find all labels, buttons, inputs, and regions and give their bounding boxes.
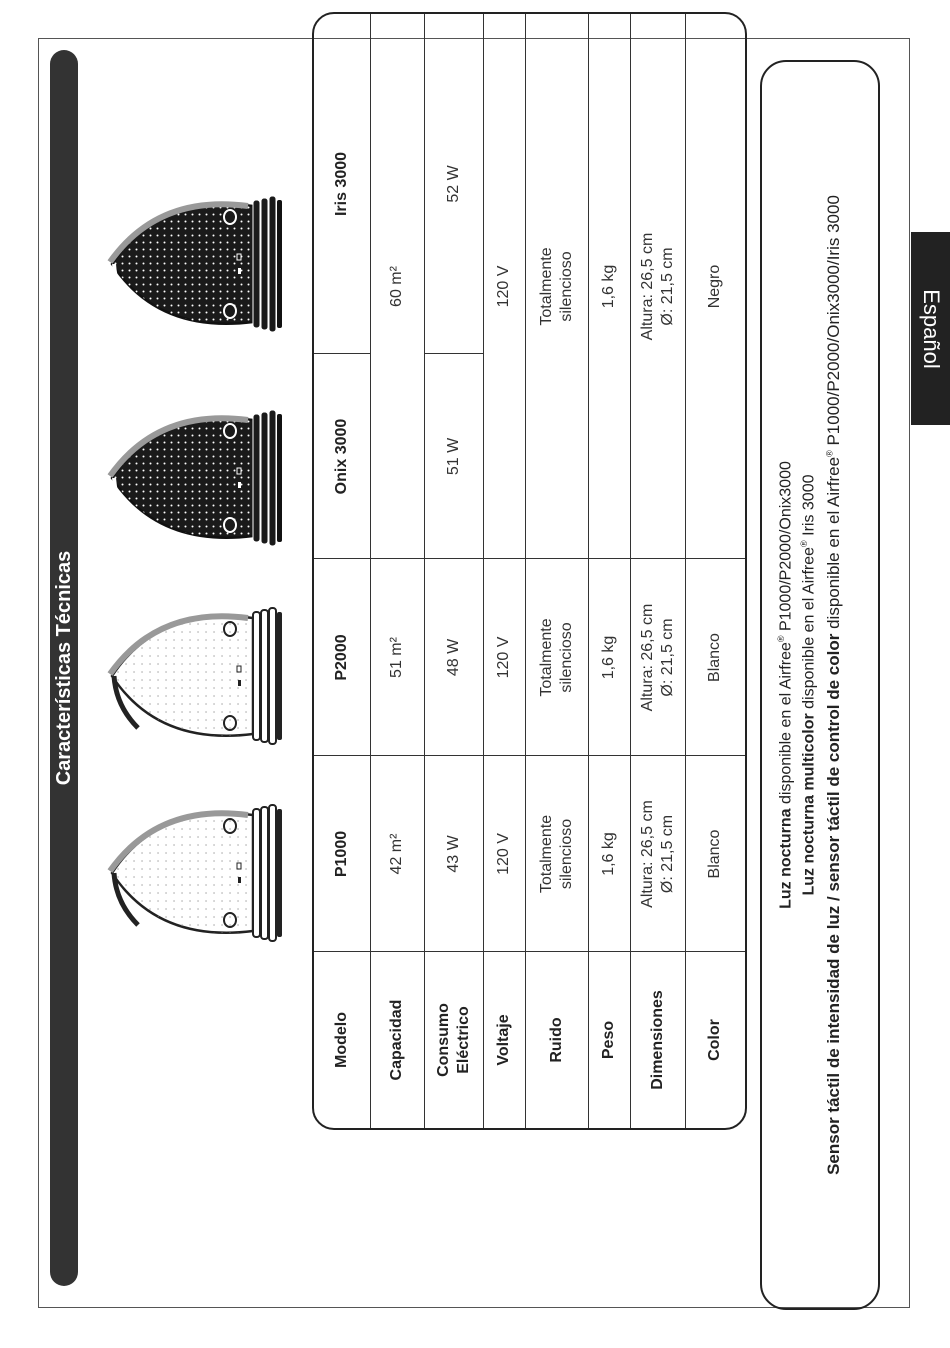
onix-iris-dim-line1: Altura: 26,5 cm	[638, 232, 656, 341]
device-p2000-illustration	[98, 596, 298, 756]
header-p1000: P1000	[333, 830, 350, 878]
iris-consumption: 52 W	[444, 165, 462, 203]
header-p2000: P2000	[333, 634, 350, 681]
note-3-bold: Sensor táctil de intensidad de luz / sensor táctil de control de color	[824, 633, 843, 1175]
onix-iris-weight: 1,6 kg	[600, 264, 617, 309]
note-line-1	[776, 62, 795, 1308]
onix-iris-noise-line2: silencioso	[557, 251, 575, 322]
note-1-registered: ®	[776, 635, 786, 643]
p1000-weight: 1,6 kg	[600, 832, 617, 876]
p2000-consumption: 48 W	[444, 638, 462, 677]
p1000-consumption: 43 W	[444, 835, 462, 873]
p1000-noise-line1: Totalmente	[537, 814, 555, 894]
p2000-dimensions	[630, 559, 685, 756]
row-label-consumption	[424, 952, 483, 1128]
row-label-dimensions: Dimensiones	[648, 990, 666, 1090]
row-label-noise: Ruido	[547, 1017, 565, 1063]
p2000-noise-line2: silencioso	[557, 622, 575, 693]
p2000-voltage: 120 V	[495, 636, 512, 679]
onix-iris-dim-line2: Ø: 21,5 cm	[658, 247, 676, 326]
row-label-voltage: Voltaje	[495, 1014, 512, 1066]
device-p1000-illustration	[98, 793, 298, 953]
row-label-consumption-line2: Eléctrico	[454, 1006, 472, 1074]
note-line-2	[799, 62, 818, 1308]
p2000-dim-line1: Altura: 26,5 cm	[638, 603, 656, 712]
p2000-capacity: 51 m²	[388, 637, 405, 678]
note-3-registered: ®	[824, 450, 835, 457]
onix-iris-noise	[525, 14, 588, 559]
title-bar	[50, 50, 78, 1286]
note-2-text: disponible en el Airfree	[800, 546, 818, 714]
note-3-text: disponible en el Airfree	[824, 456, 843, 634]
p1000-dim-line1: Altura: 26,5 cm	[638, 800, 656, 908]
p1000-noise-line2: silencioso	[557, 818, 575, 890]
p2000-noise	[525, 559, 588, 756]
row-label-consumption-line1: Consumo	[434, 1003, 452, 1077]
header-onix3000: Onix 3000	[333, 418, 350, 495]
onix-iris-noise-line1: Totalmente	[537, 247, 555, 326]
p1000-dim-line2: Ø: 21,5 cm	[658, 814, 676, 894]
notes-box	[760, 60, 880, 1310]
p1000-color: Blanco	[706, 829, 723, 879]
p2000-dim-line2: Ø: 21,5 cm	[658, 618, 676, 697]
onix-iris-capacity: 60 m²	[388, 266, 405, 307]
row-label-color: Color	[706, 1019, 723, 1061]
row-label-capacity: Capacidad	[388, 999, 405, 1081]
page-title: Características Técnicas	[53, 550, 75, 786]
note-2-models: Iris 3000	[800, 474, 818, 541]
specs-table	[312, 12, 747, 1130]
p2000-color: Blanco	[706, 633, 723, 682]
device-iris3000-illustration	[98, 184, 298, 344]
p1000-noise	[525, 756, 588, 952]
p1000-dimensions	[630, 756, 685, 952]
note-2-registered: ®	[799, 540, 809, 547]
device-onix3000-illustration	[98, 398, 298, 558]
onix-iris-dimensions	[630, 14, 685, 559]
p1000-capacity: 42 m²	[388, 833, 405, 875]
p2000-weight: 1,6 kg	[600, 635, 617, 680]
header-iris3000: Iris 3000	[333, 151, 350, 217]
onix-iris-color: Negro	[706, 264, 723, 309]
note-1-bold: Luz nocturna	[777, 808, 795, 909]
p2000-noise-line1: Totalmente	[537, 618, 555, 697]
language-tab-label: Español	[918, 288, 944, 369]
note-2-bold: Luz nocturna multicolor	[800, 713, 818, 896]
onix-iris-voltage: 120 V	[495, 265, 512, 308]
note-1-models: P1000/P2000/Onix3000	[777, 461, 795, 636]
p1000-voltage: 120 V	[495, 833, 512, 875]
note-1-text: disponible en el Airfree	[777, 642, 795, 809]
note-line-3	[824, 62, 844, 1308]
row-label-model: Modelo	[333, 1012, 350, 1068]
row-label-weight: Peso	[600, 1020, 617, 1060]
note-3-models: P1000/P2000/Onix3000/Iris 3000	[824, 195, 843, 451]
onix-consumption: 51 W	[444, 437, 462, 476]
